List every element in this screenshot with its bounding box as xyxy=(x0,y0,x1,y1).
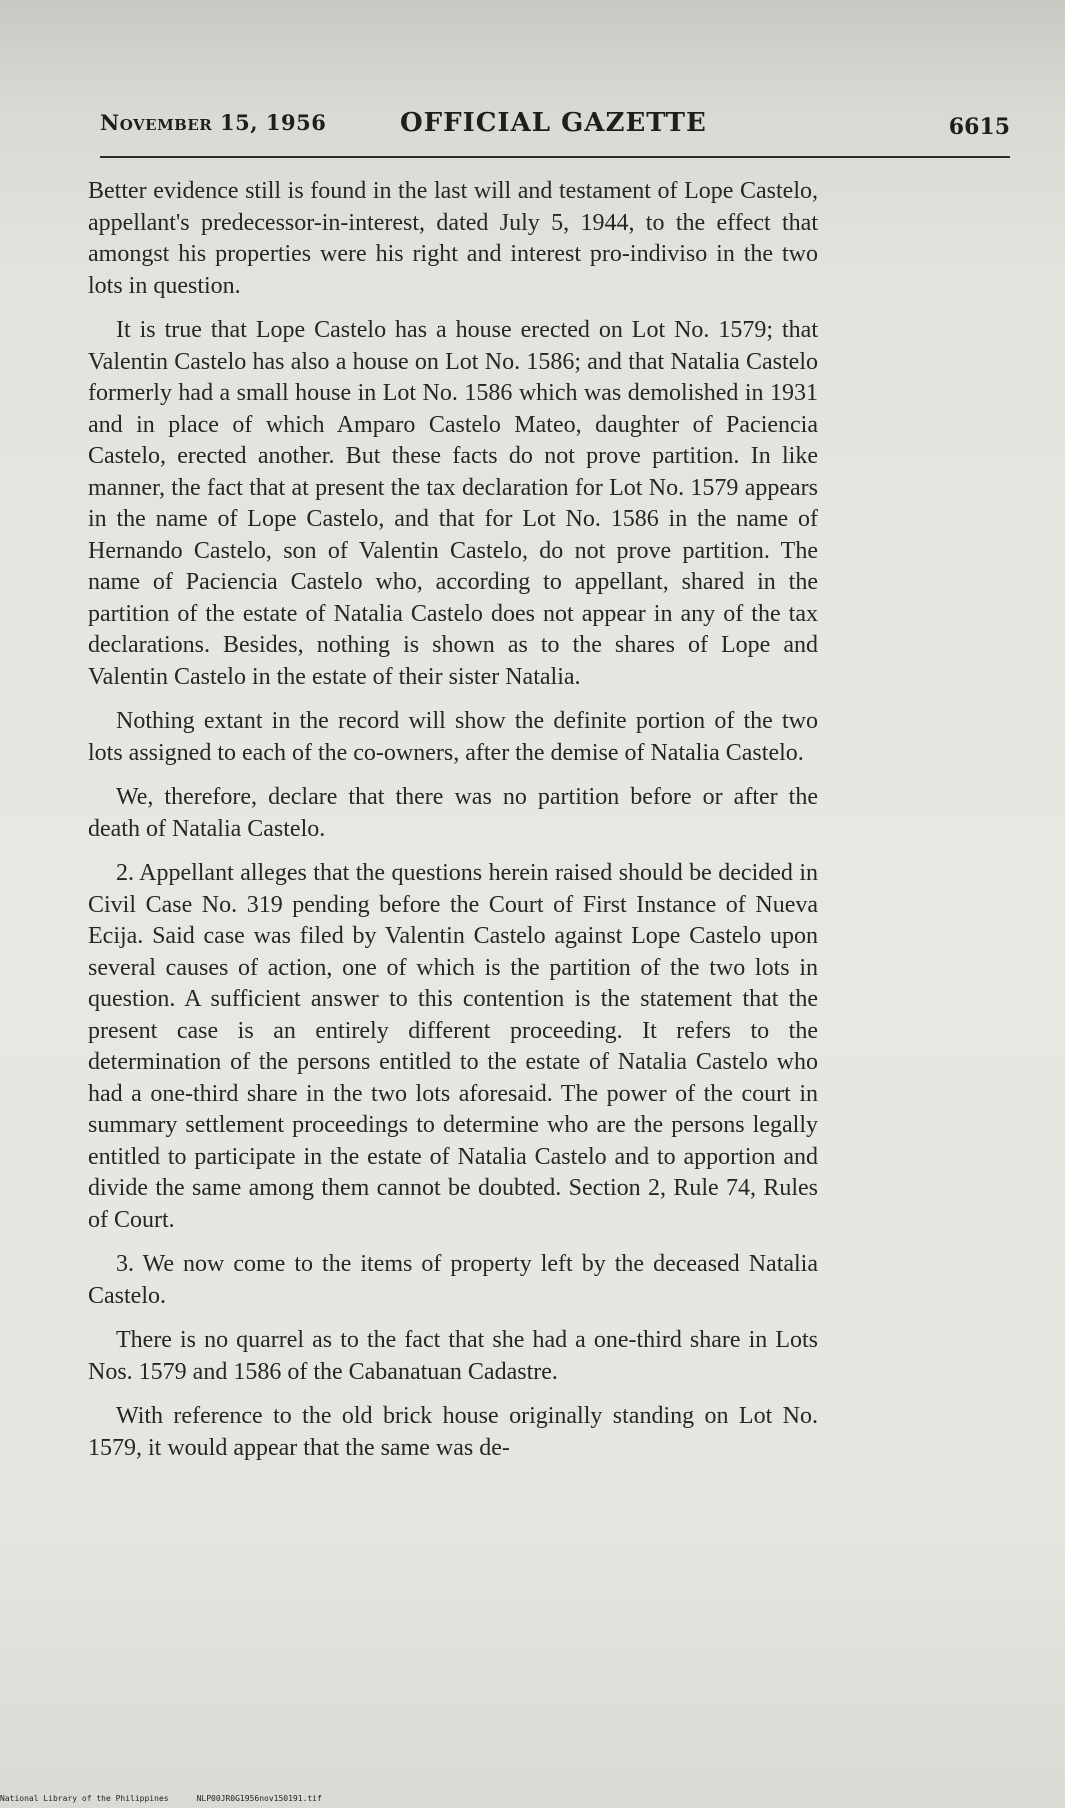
publication-title: OFFICIAL GAZETTE xyxy=(400,108,707,138)
footer-library: National Library of the Philippines xyxy=(0,1794,169,1803)
article-body xyxy=(88,176,818,1477)
paragraph-8: With reference to the old brick house originally standing on Lot No. 1579, it would appear that the same was de- xyxy=(88,1403,818,1461)
header-rule xyxy=(100,156,1010,158)
paragraph-1: Better evidence still is found in the last will and testament of Lope Castelo, appellant's predecessor-in-interest, dated July 5, 1944, to the effect that amongst his properties were his right and interest pro-indiviso in the two lots in question. xyxy=(88,178,818,299)
paragraph-2: It is true that Lope Castelo has a house erected on Lot No. 1579; that Valentin Castelo has also a house on Lot No. 1586; and that Natalia Castelo formerly had a small house in Lot No. 1586 which was demolished in 1931 and in place of which Amparo Castelo Mateo, daughter of Paciencia Castelo, erected another. But these facts do not prove partition. In like manner, the fact that at present the tax declaration for Lot No. 1579 appears in the name of Lope Castelo, and that for Lot No. 1586 in the name of Hernando Castelo, son of Valentin Castelo, do not prove partition. The name of Paciencia Castelo who, according to appellant, shared in the partition of the estate of Natalia Castelo does not appear in any of the tax declarations. Besides, nothing is shown as to the shares of Lope and Valentin Castelo in the estate of their sister Natalia. xyxy=(88,317,818,690)
paragraph-6: 3. We now come to the items of property left by the deceased Natalia Castelo. xyxy=(88,1251,818,1309)
page-number: 6615 xyxy=(948,114,1010,140)
paragraph-4: We, therefore, declare that there was no partition before or after the death of Natalia Castelo. xyxy=(88,784,818,842)
footer-file: NLP00JR0G1956nov150191.tif xyxy=(196,1794,322,1803)
paragraph-7: There is no quarrel as to the fact that she had a one-third share in Lots Nos. 1579 and 1586 of the Cabanatuan Cadastre. xyxy=(88,1327,818,1385)
header-date: November 15, 1956 xyxy=(100,110,327,135)
scan-footer xyxy=(0,1794,400,1803)
page-header xyxy=(100,106,1010,146)
paragraph-5: 2. Appellant alleges that the questions herein raised should be decided in Civil Case No. 319 pending before the Court of First Instance of Nueva Ecija. Said case was filed by Valentin Castelo against Lope Castelo upon several causes of action, one of which is the partition of the two lots in question. A sufficient answer to this contention is the statement that the present case is an entirely different proceeding. It refers to the determination of the persons entitled to the estate of Natalia Castelo who had a one-third share in the two lots aforesaid. The power of the court in summary settlement proceedings to determine who are the persons legally entitled to participate in the estate of Natalia Castelo and to apportion and divide the same among them cannot be doubted. Section 2, Rule 74, Rules of Court. xyxy=(88,860,818,1233)
paragraph-3: Nothing extant in the record will show the definite portion of the two lots assigned to each of the co-owners, after the demise of Natalia Castelo. xyxy=(88,708,818,766)
